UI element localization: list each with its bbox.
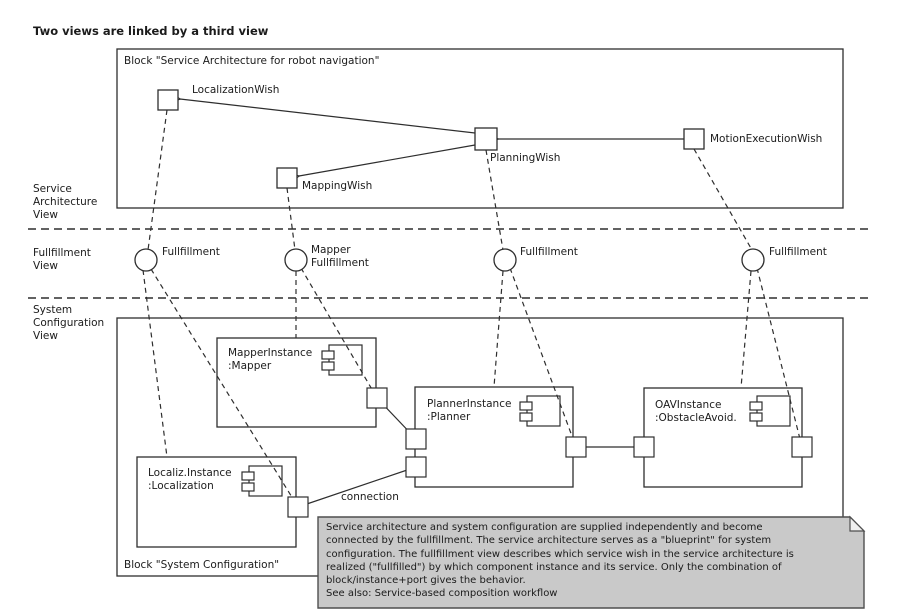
planner-port-right	[566, 437, 586, 457]
service-architecture-view-label: Service Architecture View	[33, 183, 98, 221]
fullfillment-circle-planner	[494, 249, 516, 271]
connection-label: connection	[341, 491, 399, 503]
planner-instance-label: PlannerInstance :Planner	[427, 398, 512, 423]
localization-port	[288, 497, 308, 517]
localization-instance-label: Localiz.Instance :Localization	[148, 467, 232, 492]
mapping-wish-label: MappingWish	[302, 180, 373, 192]
fullfillment-label-localization: Fullfillment	[162, 246, 220, 258]
fullfillment-circle-mapper	[285, 249, 307, 271]
system-configuration-block-label: Block "System Configuration"	[124, 559, 280, 571]
oav-instance-label: OAVInstance :ObstacleAvoid.	[655, 399, 737, 424]
motion-execution-wish-label: MotionExecutionWish	[710, 133, 823, 145]
fullfillment-view-label: Fullfillment View	[33, 247, 91, 272]
planning-wish-port	[475, 128, 497, 150]
planning-wish-label: PlanningWish	[490, 152, 561, 164]
localization-wish-port	[158, 90, 178, 110]
fullfillment-circle-localization	[135, 249, 157, 271]
fullfillment-label-mapper: Mapper Fullfillment	[311, 244, 369, 269]
oav-port-right	[792, 437, 812, 457]
oav-port-left	[634, 437, 654, 457]
system-configuration-view-label: System Configuration View	[33, 304, 105, 342]
mapping-wish-port	[277, 168, 297, 188]
planner-port-left-2	[406, 457, 426, 477]
note-text: Service architecture and system configuration are supplied independently and become connected by the fullfillment. The service architecture serves as a "blueprint" for system configuration. The fullfillment view describes which service wish in the service architecture is realized ("fullfilled") by which component instance and its service. Only the combination of block/instance+port gives the behavior. See also: Service-based composition workflow	[326, 522, 794, 600]
mapper-instance-label: MapperInstance :Mapper	[228, 347, 313, 372]
page-title: Two views are linked by a third view	[33, 24, 269, 38]
service-architecture-block-label: Block "Service Architecture for robot navigation"	[124, 55, 380, 67]
fullfillment-label-planner: Fullfillment	[520, 246, 578, 258]
fullfillment-circle-oav	[742, 249, 764, 271]
motion-execution-wish-port	[684, 129, 704, 149]
fullfillment-label-oav: Fullfillment	[769, 246, 827, 258]
localization-wish-label: LocalizationWish	[192, 84, 280, 96]
mapper-port	[367, 388, 387, 408]
planner-port-left-1	[406, 429, 426, 449]
